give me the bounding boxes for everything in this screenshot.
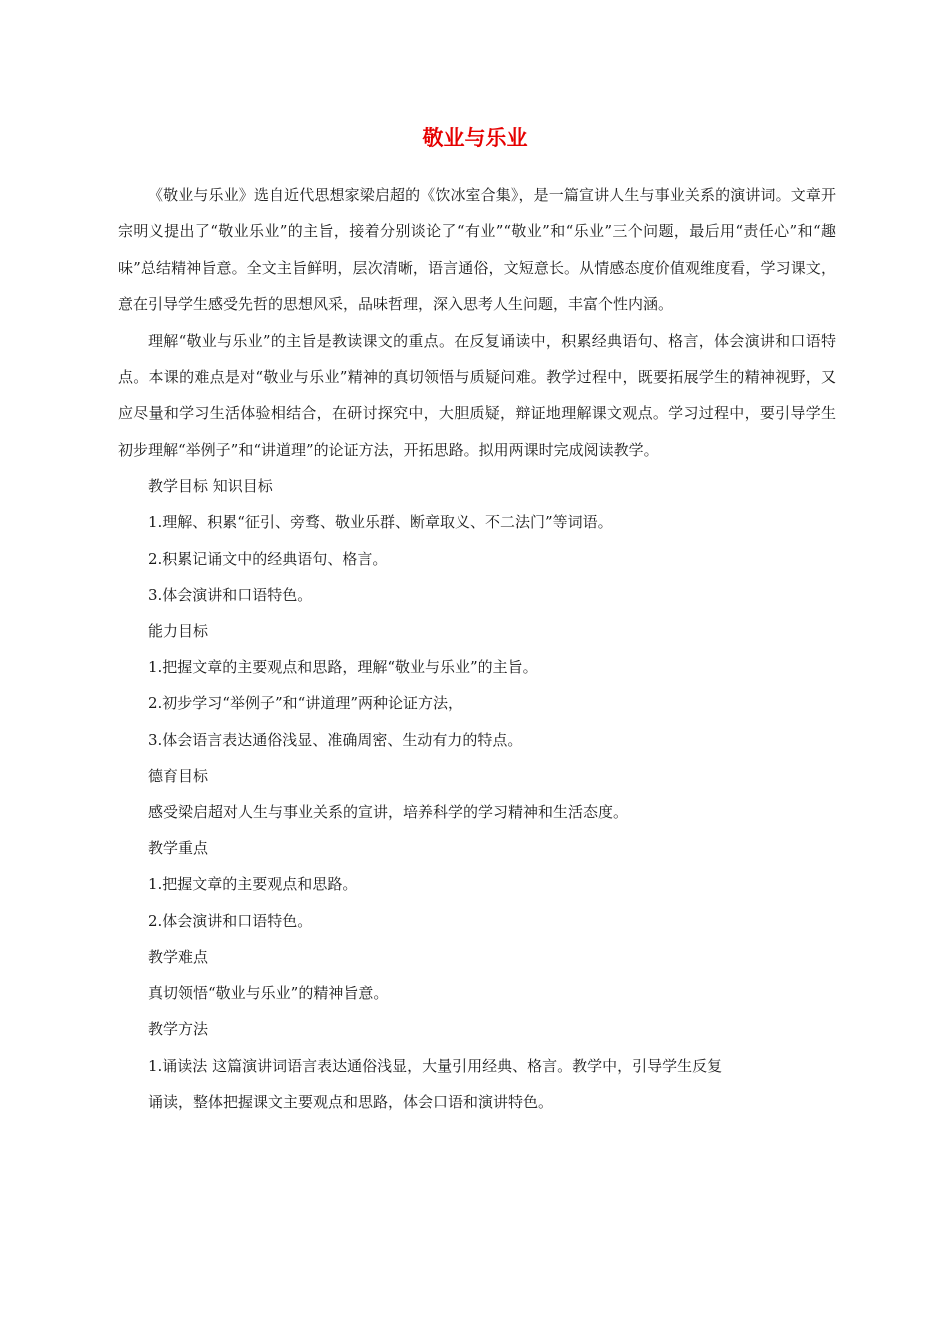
heading-teaching-goals: 教学目标 知识目标 [148,477,273,496]
heading-moral-goals: 德育目标 [148,766,209,785]
list-item: 3.体会语言表达通俗浅显、准确周密、生动有力的特点。 [148,730,523,749]
heading-teaching-methods: 教学方法 [148,1020,209,1039]
list-item: 1.理解、积累“征引、旁骛、敬业乐群、断章取义、不二法门”等词语。 [148,513,613,532]
heading-ability-goals: 能力目标 [148,622,209,641]
list-item: 1.把握文章的主要观点和思路。 [148,875,358,894]
method-item-line: 1.诵读法 这篇演讲词语言表达通俗浅显，大量引用经典、格言。教学中，引导学生反复 [148,1056,723,1075]
list-item: 真切领悟“敬业与乐业”的精神旨意。 [148,984,389,1003]
document-title: 敬业与乐业 [422,126,528,150]
list-item: 2.体会演讲和口语特色。 [148,911,313,930]
list-item: 2.积累记诵文中的经典语句、格言。 [148,549,388,568]
heading-difficulties: 教学难点 [148,947,209,966]
list-item: 感受梁启超对人生与事业关系的宣讲，培养科学的学习精神和生活态度。 [148,803,629,822]
list-item: 1.把握文章的主要观点和思路，理解“敬业与乐业”的主旨。 [148,658,538,677]
method-item-line: 诵读，整体把握课文主要观点和思路，体会口语和演讲特色。 [148,1092,554,1111]
intro-paragraph: 理解“敬业与乐业”的主旨是教读课文的重点。在反复诵读中，积累经典语句、格言，体会演讲和口语特点。本课的难点是对“敬业与乐业”精神的真切领悟与质疑问难。教学过程中，既要拓展学生的精神视野，又应尽量和学习生活体验相结合，在研讨探究中，大胆质疑，辩证地理解课文观点。学习过程中，要引导学生初步理解“举例子”和“讲道理”的论证方法，开拓思路。拟用两课时完成阅读教学。 [118,331,836,459]
intro-paragraph: 《敬业与乐业》选自近代思想家梁启超的《饮冰室合集》，是一篇宣讲人生与事业关系的演讲词。文章开宗明义提出了“敬业乐业”的主旨，接着分别谈论了“有业”“敬业”和“乐业”三个问题，最后用“责任心”和“趣味”总结精神旨意。全文主旨鲜明，层次清晰，语言通俗，文短意长。从情感态度价值观维度看，学习课文，意在引导学生感受先哲的思想风采，品味哲理，深入思考人生问题，丰富个性内涵。 [118,186,836,314]
list-item: 2.初步学习“举例子”和“讲道理”两种论证方法， [148,694,463,713]
method-item-reading [118,1048,836,1120]
heading-key-points: 教学重点 [148,839,209,858]
list-item: 3.体会演讲和口语特色。 [148,585,313,604]
document-body [118,177,836,1120]
